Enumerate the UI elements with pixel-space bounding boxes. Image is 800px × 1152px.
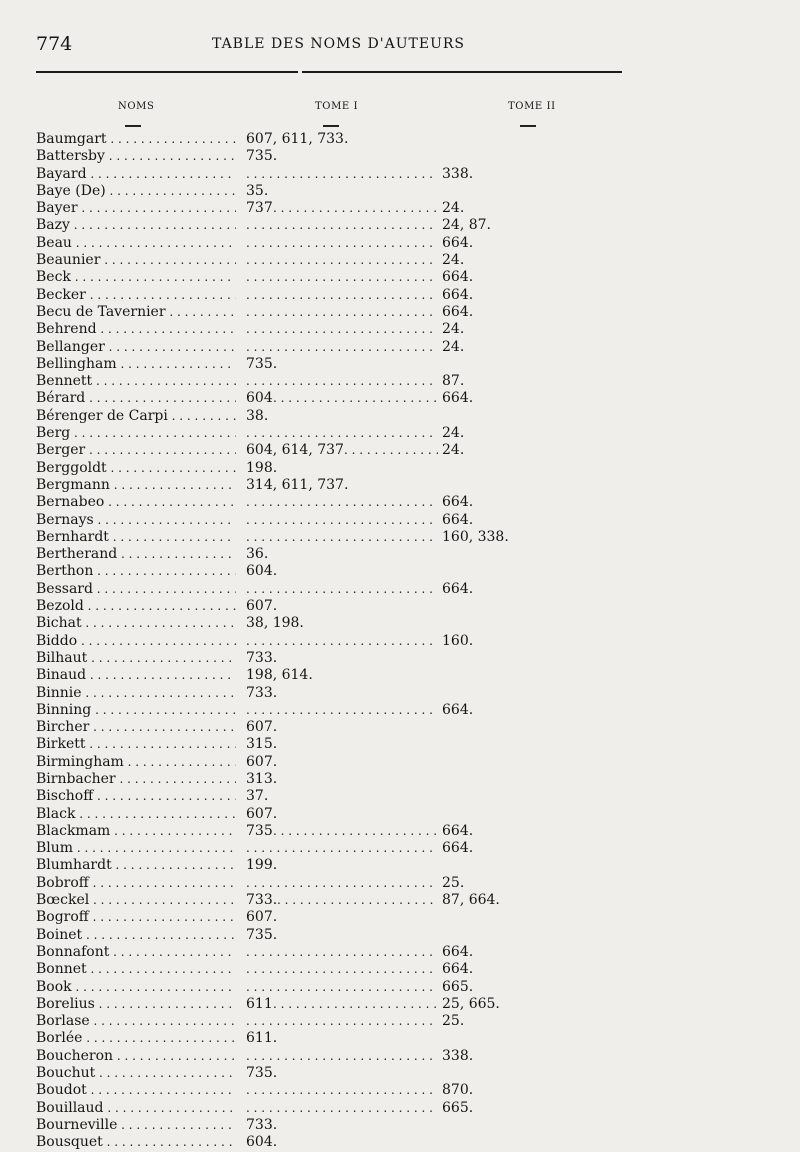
tome1-pages: 607. — [246, 909, 278, 926]
tome2-pages: 664. — [442, 701, 474, 718]
header-rule-right — [302, 71, 622, 73]
tome1-pages: 611 — [246, 995, 273, 1012]
author-name: Bonnet . . . — [36, 961, 236, 978]
dot-leader — [344, 442, 438, 459]
author-name: Becu de Tavernier . . . — [36, 304, 236, 321]
tome1-pages: 735. — [246, 926, 278, 943]
tome2-pages: 664. — [442, 511, 474, 528]
tome2-pages: 24. — [442, 200, 465, 217]
index-entry — [36, 788, 596, 805]
author-name: Beau . . . — [36, 235, 236, 252]
tome2-pages: 664. — [442, 286, 474, 303]
index-entry — [36, 252, 596, 269]
tome1-pages: 735. — [246, 1065, 278, 1082]
author-name: Berggoldt . . . — [36, 460, 236, 477]
author-name: Blumhardt . . . — [36, 857, 236, 874]
tome2-pages: 338. — [442, 165, 474, 182]
column-dash-tome2 — [520, 125, 536, 127]
tome1-pages: 607. — [246, 753, 278, 770]
tome2-pages: 24. — [442, 338, 465, 355]
tome1-pages: 735. — [246, 355, 278, 372]
index-entry — [36, 200, 596, 217]
dot-leader — [246, 217, 438, 234]
dot-leader — [246, 944, 438, 961]
index-entry — [36, 442, 596, 459]
tome2-pages: 665. — [442, 978, 474, 995]
tome2-pages: 664. — [442, 822, 474, 839]
author-name: Baumgart . . . — [36, 131, 236, 148]
author-name: Bernhardt . . . — [36, 529, 236, 546]
author-name: Boinet . . . — [36, 927, 236, 944]
index-entry — [36, 581, 596, 598]
dot-leader — [246, 875, 438, 892]
dot-leader — [246, 425, 438, 442]
index-entry — [36, 529, 596, 546]
index-entry — [36, 131, 596, 148]
dot-leader — [246, 961, 438, 978]
dot-leader — [246, 581, 438, 598]
author-name: Blackmam . . . — [36, 823, 236, 840]
tome2-pages: 87, 664. — [442, 892, 500, 909]
author-name: Book . . . — [36, 979, 236, 996]
tome1-pages: 735 — [246, 822, 273, 839]
index-entry — [36, 166, 596, 183]
author-name: Bergmann . . . — [36, 477, 236, 494]
tome1-pages: 607. — [246, 805, 278, 822]
tome2-pages: 665. — [442, 1099, 474, 1116]
index-entry — [36, 1013, 596, 1030]
author-name: Behrend . . . — [36, 321, 236, 338]
tome1-pages: 733. — [246, 1116, 278, 1133]
index-entry — [36, 269, 596, 286]
tome2-pages: 160. — [442, 632, 474, 649]
dot-leader — [273, 390, 438, 407]
index-entry — [36, 373, 596, 390]
index-entry — [36, 1100, 596, 1117]
tome1-pages: 733. — [246, 892, 278, 909]
index-entry — [36, 736, 596, 753]
dot-leader — [246, 287, 438, 304]
author-name: Birkett . . . — [36, 736, 236, 753]
author-name: Bilhaut . . . — [36, 650, 236, 667]
dot-leader — [273, 200, 438, 217]
column-header-noms: NOMS — [118, 101, 155, 112]
column-dash-tome1 — [323, 125, 339, 127]
tome1-pages: 35. — [246, 182, 269, 199]
dot-leader — [246, 1082, 438, 1099]
author-name: Blum . . . — [36, 840, 236, 857]
tome2-pages: 664. — [442, 943, 474, 960]
author-name: Bœckel . . . — [36, 892, 236, 909]
dot-leader — [246, 339, 438, 356]
author-name: Boudot . . . — [36, 1082, 236, 1099]
author-name: Bayer . . . — [36, 200, 236, 217]
tome1-pages: 733. — [246, 649, 278, 666]
author-name: Borlase . . . — [36, 1013, 236, 1030]
tome2-pages: 664. — [442, 234, 474, 251]
index-entry — [36, 460, 596, 477]
dot-leader — [246, 252, 438, 269]
author-name: Borlée . . . — [36, 1030, 236, 1047]
author-name: Bernays . . . — [36, 512, 236, 529]
index-entry — [36, 1117, 596, 1134]
index-entry — [36, 979, 596, 996]
tome1-pages: 733. — [246, 684, 278, 701]
dot-leader — [246, 702, 438, 719]
tome2-pages: 24. — [442, 425, 465, 442]
author-name: Bichat . . . — [36, 615, 236, 632]
dot-leader — [246, 512, 438, 529]
tome1-pages: 38. — [246, 407, 269, 424]
index-entry — [36, 235, 596, 252]
dot-leader — [277, 892, 438, 909]
index-entry — [36, 650, 596, 667]
running-title: TABLE DES NOMS D'AUTEURS — [212, 36, 465, 52]
index-entry — [36, 287, 596, 304]
author-name: Bayard . . . — [36, 166, 236, 183]
dot-leader — [246, 1048, 438, 1065]
tome1-pages: 313. — [246, 770, 278, 787]
author-name: Boucheron . . . — [36, 1048, 236, 1065]
tome2-pages: 25. — [442, 1013, 465, 1030]
index-entry — [36, 961, 596, 978]
index-entry — [36, 857, 596, 874]
author-name: Bonnafont . . . — [36, 944, 236, 961]
author-name: Bellingham . . . — [36, 356, 236, 373]
index-entry — [36, 477, 596, 494]
index-entry — [36, 754, 596, 771]
tome1-pages: 38, 198. — [246, 615, 304, 632]
author-name: Birnbacher . . . — [36, 771, 236, 788]
dot-leader — [246, 269, 438, 286]
tome2-pages: 24, 87. — [442, 217, 491, 234]
tome1-pages: 604, 614, 737 — [246, 442, 344, 459]
index-entry — [36, 494, 596, 511]
author-name: Berthon . . . — [36, 563, 236, 580]
tome1-pages: 315. — [246, 736, 278, 753]
tome2-pages: 25, 665. — [442, 995, 500, 1012]
author-name: Binaud . . . — [36, 667, 236, 684]
author-name: Bellanger . . . — [36, 339, 236, 356]
index-entry — [36, 321, 596, 338]
index-entry — [36, 425, 596, 442]
author-name: Bobroff . . . — [36, 875, 236, 892]
tome2-pages: 664. — [442, 580, 474, 597]
tome2-pages: 338. — [442, 1047, 474, 1064]
index-entry — [36, 702, 596, 719]
index-entry — [36, 1082, 596, 1099]
author-name: Bessard . . . — [36, 581, 236, 598]
author-name: Becker . . . — [36, 287, 236, 304]
index-entry — [36, 996, 596, 1013]
tome2-pages: 664. — [442, 494, 474, 511]
index-entry — [36, 944, 596, 961]
index-entry — [36, 685, 596, 702]
tome2-pages: 870. — [442, 1082, 474, 1099]
tome1-pages: 737 — [246, 200, 273, 217]
author-name: Binning . . . — [36, 702, 236, 719]
dot-leader — [246, 235, 438, 252]
index-entry — [36, 598, 596, 615]
index-entry — [36, 892, 596, 909]
index-entry — [36, 408, 596, 425]
tome1-pages: 198, 614. — [246, 667, 313, 684]
author-name: Birmingham . . . — [36, 754, 236, 771]
author-name: Bérard . . . — [36, 390, 236, 407]
index-entry — [36, 909, 596, 926]
index-entry — [36, 927, 596, 944]
index-entry — [36, 806, 596, 823]
author-name: Battersby . . . — [36, 148, 236, 165]
dot-leader — [246, 321, 438, 338]
author-name: Borelius . . . — [36, 996, 236, 1013]
index-entry — [36, 719, 596, 736]
tome1-pages: 604. — [246, 563, 278, 580]
tome2-pages: 87. — [442, 373, 465, 390]
author-name: Bérenger de Carpi . . . — [36, 408, 236, 425]
author-name: Berg . . . — [36, 425, 236, 442]
tome2-pages: 24. — [442, 321, 465, 338]
index-entry — [36, 304, 596, 321]
tome2-pages: 664. — [442, 840, 474, 857]
dot-leader — [246, 1100, 438, 1117]
dot-leader — [273, 823, 438, 840]
author-name: Baye (De) . . . — [36, 183, 236, 200]
column-dash-noms — [125, 125, 141, 127]
dot-leader — [246, 840, 438, 857]
tome1-pages: 604. — [246, 1134, 278, 1151]
index-entry — [36, 615, 596, 632]
tome1-pages: 198. — [246, 459, 278, 476]
column-header-tome1: TOME I — [315, 101, 359, 112]
author-name: Black . . . — [36, 806, 236, 823]
index-entry — [36, 667, 596, 684]
dot-leader — [246, 633, 438, 650]
index-entry — [36, 875, 596, 892]
author-name: Bousquet . . . — [36, 1134, 236, 1151]
index-entry — [36, 148, 596, 165]
index-entry — [36, 633, 596, 650]
index-entry — [36, 771, 596, 788]
tome1-pages: 735. — [246, 148, 278, 165]
index-entry — [36, 356, 596, 373]
index-entry — [36, 563, 596, 580]
dot-leader — [246, 304, 438, 321]
index-entry — [36, 546, 596, 563]
dot-leader — [246, 166, 438, 183]
index-entry — [36, 1030, 596, 1047]
author-name: Binnie . . . — [36, 685, 236, 702]
author-name: Bouchut . . . — [36, 1065, 236, 1082]
tome1-pages: 36. — [246, 546, 269, 563]
author-name: Bourneville . . . — [36, 1117, 236, 1134]
author-name: Bezold . . . — [36, 598, 236, 615]
dot-leader — [246, 373, 438, 390]
index-entry — [36, 217, 596, 234]
tome2-pages: 664. — [442, 961, 474, 978]
author-name: Bertherand . . . — [36, 546, 236, 563]
index-entry — [36, 512, 596, 529]
index-entry — [36, 1134, 596, 1151]
index-entry — [36, 823, 596, 840]
header-rule-left — [36, 71, 298, 73]
author-name: Bernabeo . . . — [36, 494, 236, 511]
author-name: Bogroff . . . — [36, 909, 236, 926]
author-name: Beaunier . . . — [36, 252, 236, 269]
tome2-pages: 664. — [442, 303, 474, 320]
tome2-pages: 24. — [442, 252, 465, 269]
tome1-pages: 607. — [246, 719, 278, 736]
dot-leader — [246, 1013, 438, 1030]
tome2-pages: 24. — [442, 442, 465, 459]
author-name: Beck . . . — [36, 269, 236, 286]
index-entry — [36, 1065, 596, 1082]
author-name: Biddo . . . — [36, 633, 236, 650]
author-name: Bischoff . . . — [36, 788, 236, 805]
index-entry — [36, 390, 596, 407]
tome2-pages: 25. — [442, 874, 465, 891]
author-name: Bircher . . . — [36, 719, 236, 736]
author-name: Bouillaud . . . — [36, 1100, 236, 1117]
index-entry — [36, 339, 596, 356]
dot-leader — [246, 979, 438, 996]
tome2-pages: 160, 338. — [442, 528, 509, 545]
tome1-pages: 611. — [246, 1030, 278, 1047]
tome1-pages: 314, 611, 737. — [246, 476, 349, 493]
tome1-pages: 607, 611, 733. — [246, 131, 349, 147]
tome1-pages: 37. — [246, 788, 269, 805]
dot-leader — [246, 494, 438, 511]
index-entry — [36, 183, 596, 200]
dot-leader — [246, 529, 438, 546]
page-number: 774 — [36, 33, 73, 55]
index-entry — [36, 840, 596, 857]
author-index-list — [36, 131, 596, 1152]
tome2-pages: 664. — [442, 269, 474, 286]
dot-leader — [273, 996, 438, 1013]
author-name: Berger . . . — [36, 442, 236, 459]
tome1-pages: 199. — [246, 857, 278, 874]
author-name: Bennett . . . — [36, 373, 236, 390]
tome2-pages: 664. — [442, 390, 474, 407]
column-header-tome2: TOME II — [508, 101, 556, 112]
index-entry — [36, 1048, 596, 1065]
author-name: Bazy . . . — [36, 217, 236, 234]
tome1-pages: 604 — [246, 390, 273, 407]
tome1-pages: 607. — [246, 598, 278, 615]
